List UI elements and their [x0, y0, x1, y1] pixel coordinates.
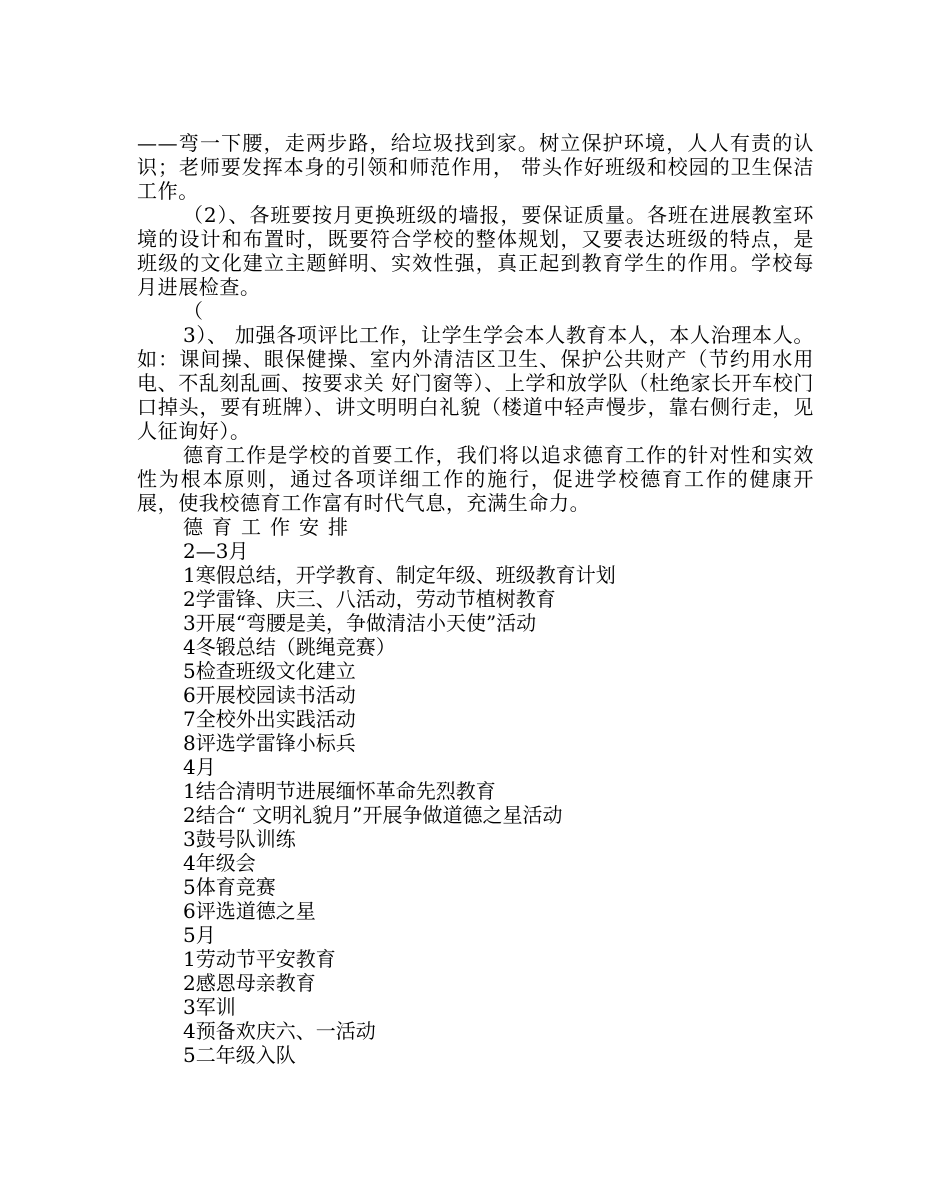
paragraph-evaluation: 3）、 加强各项评比工作，让学生学会本人教育本人，本人治理本人。如：课间操、眼保健操、室内外清洁区卫生、保护公共财产（节约用水用电、不乱刻乱画、按要求关 好门窗等）、上学和放学队（杜绝家长开车校门口掉头，要有班牌）、讲文明明白礼貌（楼道中轻声慢步，靠右侧行走，见人征询好）。 [137, 323, 814, 443]
schedule-item: 1寒假总结，开学教育、制定年级、班级教育计划 [183, 563, 616, 587]
schedule-item: 6评选道德之星 [183, 899, 316, 923]
schedule-month: 4月 [183, 755, 216, 779]
schedule-item: 5体育竞赛 [183, 875, 276, 899]
schedule-item: 1劳动节平安教育 [183, 947, 336, 971]
schedule-item: 2结合“ 文明礼貌月”开展争做道德之星活动 [183, 803, 563, 827]
schedule-item: 3开展“弯腰是美，争做清洁小天使”活动 [183, 611, 537, 635]
schedule-item: 4预备欢庆六、一活动 [183, 1019, 376, 1043]
paragraph-environment: ——弯一下腰，走两步路，给垃圾找到家。树立保护环境，人人有责的认识；老师要发挥本身的引领和师范作用， 带头作好班级和校园的卫生保洁工作。 [137, 131, 814, 203]
paragraph-moral-education: 德育工作是学校的首要工作，我们将以追求德育工作的针对性和实效性为根本原则，通过各项详细工作的施行，促进学校德育工作的健康开展，使我校德育工作富有时代气息，充满生命力。 [137, 443, 814, 515]
schedule-title: 德育工作安排 [183, 515, 357, 539]
schedule-item: 8评选学雷锋小标兵 [183, 731, 356, 755]
schedule-item: 4年级会 [183, 851, 256, 875]
paragraph-wall-newspaper: （2）、各班要按月更换班级的墙报，要保证质量。各班在进展教室环境的设计和布置时，既要符合学校的整体规划，又要表达班级的特点，是班级的文化建立主题鲜明、实效性强，真正起到教育学生的作用。学校每月进展检查。 [137, 203, 814, 299]
schedule-item: 3军训 [183, 995, 236, 1019]
schedule-item: 7全校外出实践活动 [183, 707, 356, 731]
schedule-list [137, 539, 814, 1067]
schedule-item: 4冬锻总结（跳绳竞赛） [183, 635, 396, 659]
paragraph-bracket: （ [183, 299, 204, 323]
schedule-item: 1结合清明节进展缅怀革命先烈教育 [183, 779, 496, 803]
schedule-item: 2感恩母亲教育 [183, 971, 316, 995]
schedule-item: 6开展校园读书活动 [183, 683, 356, 707]
schedule-item: 5二年级入队 [183, 1043, 296, 1067]
schedule-month: 5月 [183, 923, 216, 947]
schedule-month: 2—3月 [183, 539, 249, 563]
schedule-item: 2学雷锋、庆三、八活动，劳动节植树教育 [183, 587, 556, 611]
schedule-item: 5检查班级文化建立 [183, 659, 356, 683]
schedule-item: 3鼓号队训练 [183, 827, 296, 851]
